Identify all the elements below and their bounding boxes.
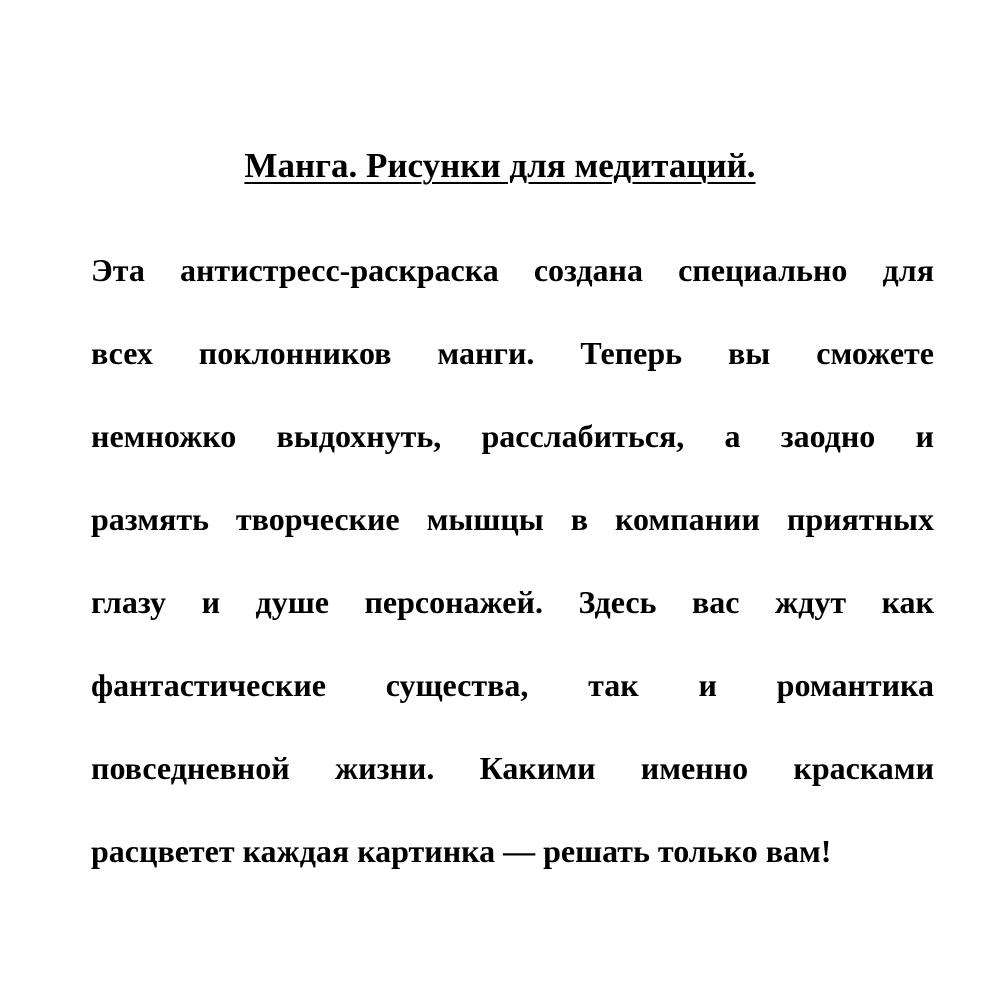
paragraph-word: Теперь: [580, 335, 683, 371]
paragraph-word: вас: [691, 584, 740, 620]
document-paragraph: [91, 244, 934, 908]
paragraph-line: [91, 576, 934, 659]
paragraph-line: [91, 742, 934, 825]
paragraph-word: и: [698, 667, 717, 703]
paragraph-line: [91, 825, 934, 908]
paragraph-word: решать: [543, 833, 658, 869]
paragraph-word: антистресс-раскраска: [179, 252, 499, 288]
paragraph-word: Эта: [91, 252, 145, 288]
paragraph-word: поклонников: [198, 335, 392, 371]
paragraph-word: сможете: [816, 335, 934, 371]
paragraph-word: только: [657, 833, 766, 869]
paragraph-word: жизни.: [334, 750, 435, 786]
document-title: Манга. Рисунки для медитаций.: [244, 146, 756, 185]
paragraph-word: картинка: [357, 833, 504, 869]
paragraph-word: —: [503, 833, 544, 869]
paragraph-line: [91, 659, 934, 742]
paragraph-word: всех: [91, 335, 153, 371]
paragraph-line: [91, 410, 934, 493]
paragraph-word: повседневной: [91, 750, 290, 786]
paragraph-word: а: [724, 418, 741, 454]
paragraph-word: мышцы: [426, 501, 544, 537]
paragraph-word: расслабиться,: [481, 418, 685, 454]
paragraph-word: создана: [533, 252, 643, 288]
paragraph-word: персонажей.: [364, 584, 543, 620]
paragraph-word: глазу: [91, 584, 167, 620]
paragraph-word: каждая: [242, 833, 358, 869]
paragraph-word: романтика: [776, 667, 934, 703]
paragraph-word: заодно: [780, 418, 876, 454]
paragraph-word: расцветет: [91, 833, 243, 869]
paragraph-word: Какими: [479, 750, 596, 786]
paragraph-word: приятных: [786, 501, 934, 537]
paragraph-word: компании: [614, 501, 760, 537]
paragraph-word: специально: [678, 252, 848, 288]
paragraph-word: ждут: [774, 584, 847, 620]
paragraph-word: так: [588, 667, 639, 703]
paragraph-word: немножко: [91, 418, 237, 454]
paragraph-word: манги.: [437, 335, 535, 371]
paragraph-word: существа,: [385, 667, 529, 703]
paragraph-line: [91, 244, 934, 327]
paragraph-line: [91, 327, 934, 410]
paragraph-word: в: [570, 501, 589, 537]
paragraph-word: вы: [728, 335, 771, 371]
paragraph-word: для: [882, 252, 934, 288]
paragraph-word: размять: [91, 501, 209, 537]
paragraph-word: творческие: [235, 501, 400, 537]
paragraph-word: фантастические: [91, 667, 326, 703]
paragraph-word: вам!: [765, 833, 832, 869]
paragraph-word: Здесь: [578, 584, 657, 620]
paragraph-word: душе: [255, 584, 329, 620]
paragraph-word: красками: [793, 750, 934, 786]
paragraph-word: как: [881, 584, 934, 620]
paragraph-word: именно: [640, 750, 749, 786]
paragraph-line: [91, 493, 934, 576]
paragraph-word: выдохнуть,: [276, 418, 442, 454]
paragraph-word: и: [201, 584, 220, 620]
paragraph-word: и: [915, 418, 934, 454]
